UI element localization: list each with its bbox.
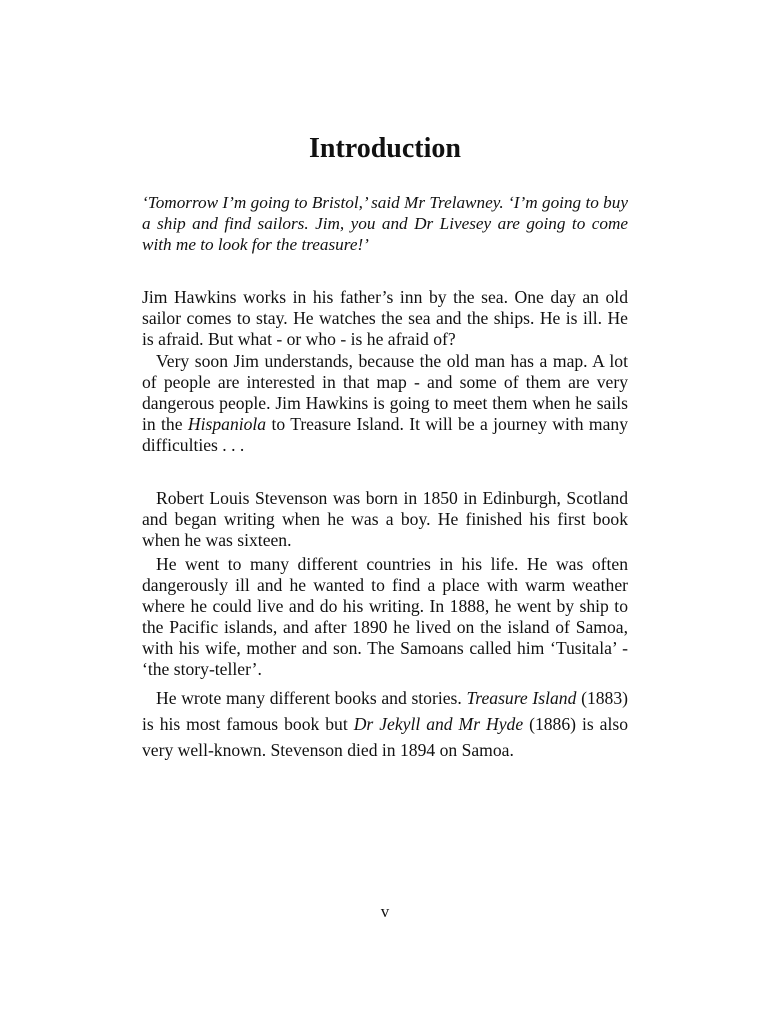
page-number: v <box>380 902 390 921</box>
paragraph-map <box>142 351 628 456</box>
paragraph-map-text-a: Very soon Jim understands, because the old man has a map. A lot of people are interested in that map - and some of them are very dangerous people. Jim Hawkins is going to meet them when he sails in the <box>142 351 628 434</box>
paragraph-books-text-b: (1883) is his most famous book but <box>142 688 628 734</box>
paragraph-books-text-a: He wrote many different books and stories. <box>156 688 467 708</box>
paragraph-author-birth: Robert Louis Stevenson was born in 1850 in Edinburgh, Scotland and began writing when he was a boy. He finished his first book when he was sixteen. <box>142 488 628 550</box>
ship-name: Hispaniola <box>187 414 267 434</box>
book-title-jekyll-hyde: Dr Jekyll and Mr Hyde <box>353 714 524 734</box>
book-title-treasure-island: Treasure Island <box>466 688 577 708</box>
paragraph-story-intro: Jim Hawkins works in his father’s inn by the sea. One day an old sailor comes to stay. He watches the sea and the ships. He is ill. He is afraid. But what - or who - is he afraid of? <box>142 287 628 349</box>
paragraph-map-text-b: to Treasure Island. It will be a journey with many difficulties . . . <box>142 414 628 455</box>
book-page <box>142 0 628 1024</box>
epigraph-quote: ‘Tomorrow I’m going to Bristol,’ said Mr Trelawney. ‘I’m going to buy a ship and find sailors. Jim, you and Dr Livesey are going to come with me to look for the treasure!’ <box>142 193 628 254</box>
paragraph-author-travels: He went to many different countries in his life. He was often dangerously ill and he wanted to find a place with warm weather where he could live and do his writing. In 1888, he went by ship to the Pacific islands, and after 1890 he lived on the island of Samoa, with his wife, mother and son. The Samoans called him ‘Tusitala’ - ‘the story-teller’. <box>142 554 628 679</box>
paragraph-books-text-c: (1886) is also very well-known. Stevenson died in 1894 on Samoa. <box>142 714 629 760</box>
paragraph-author-books <box>142 685 628 763</box>
page-title: Introduction <box>309 133 461 164</box>
